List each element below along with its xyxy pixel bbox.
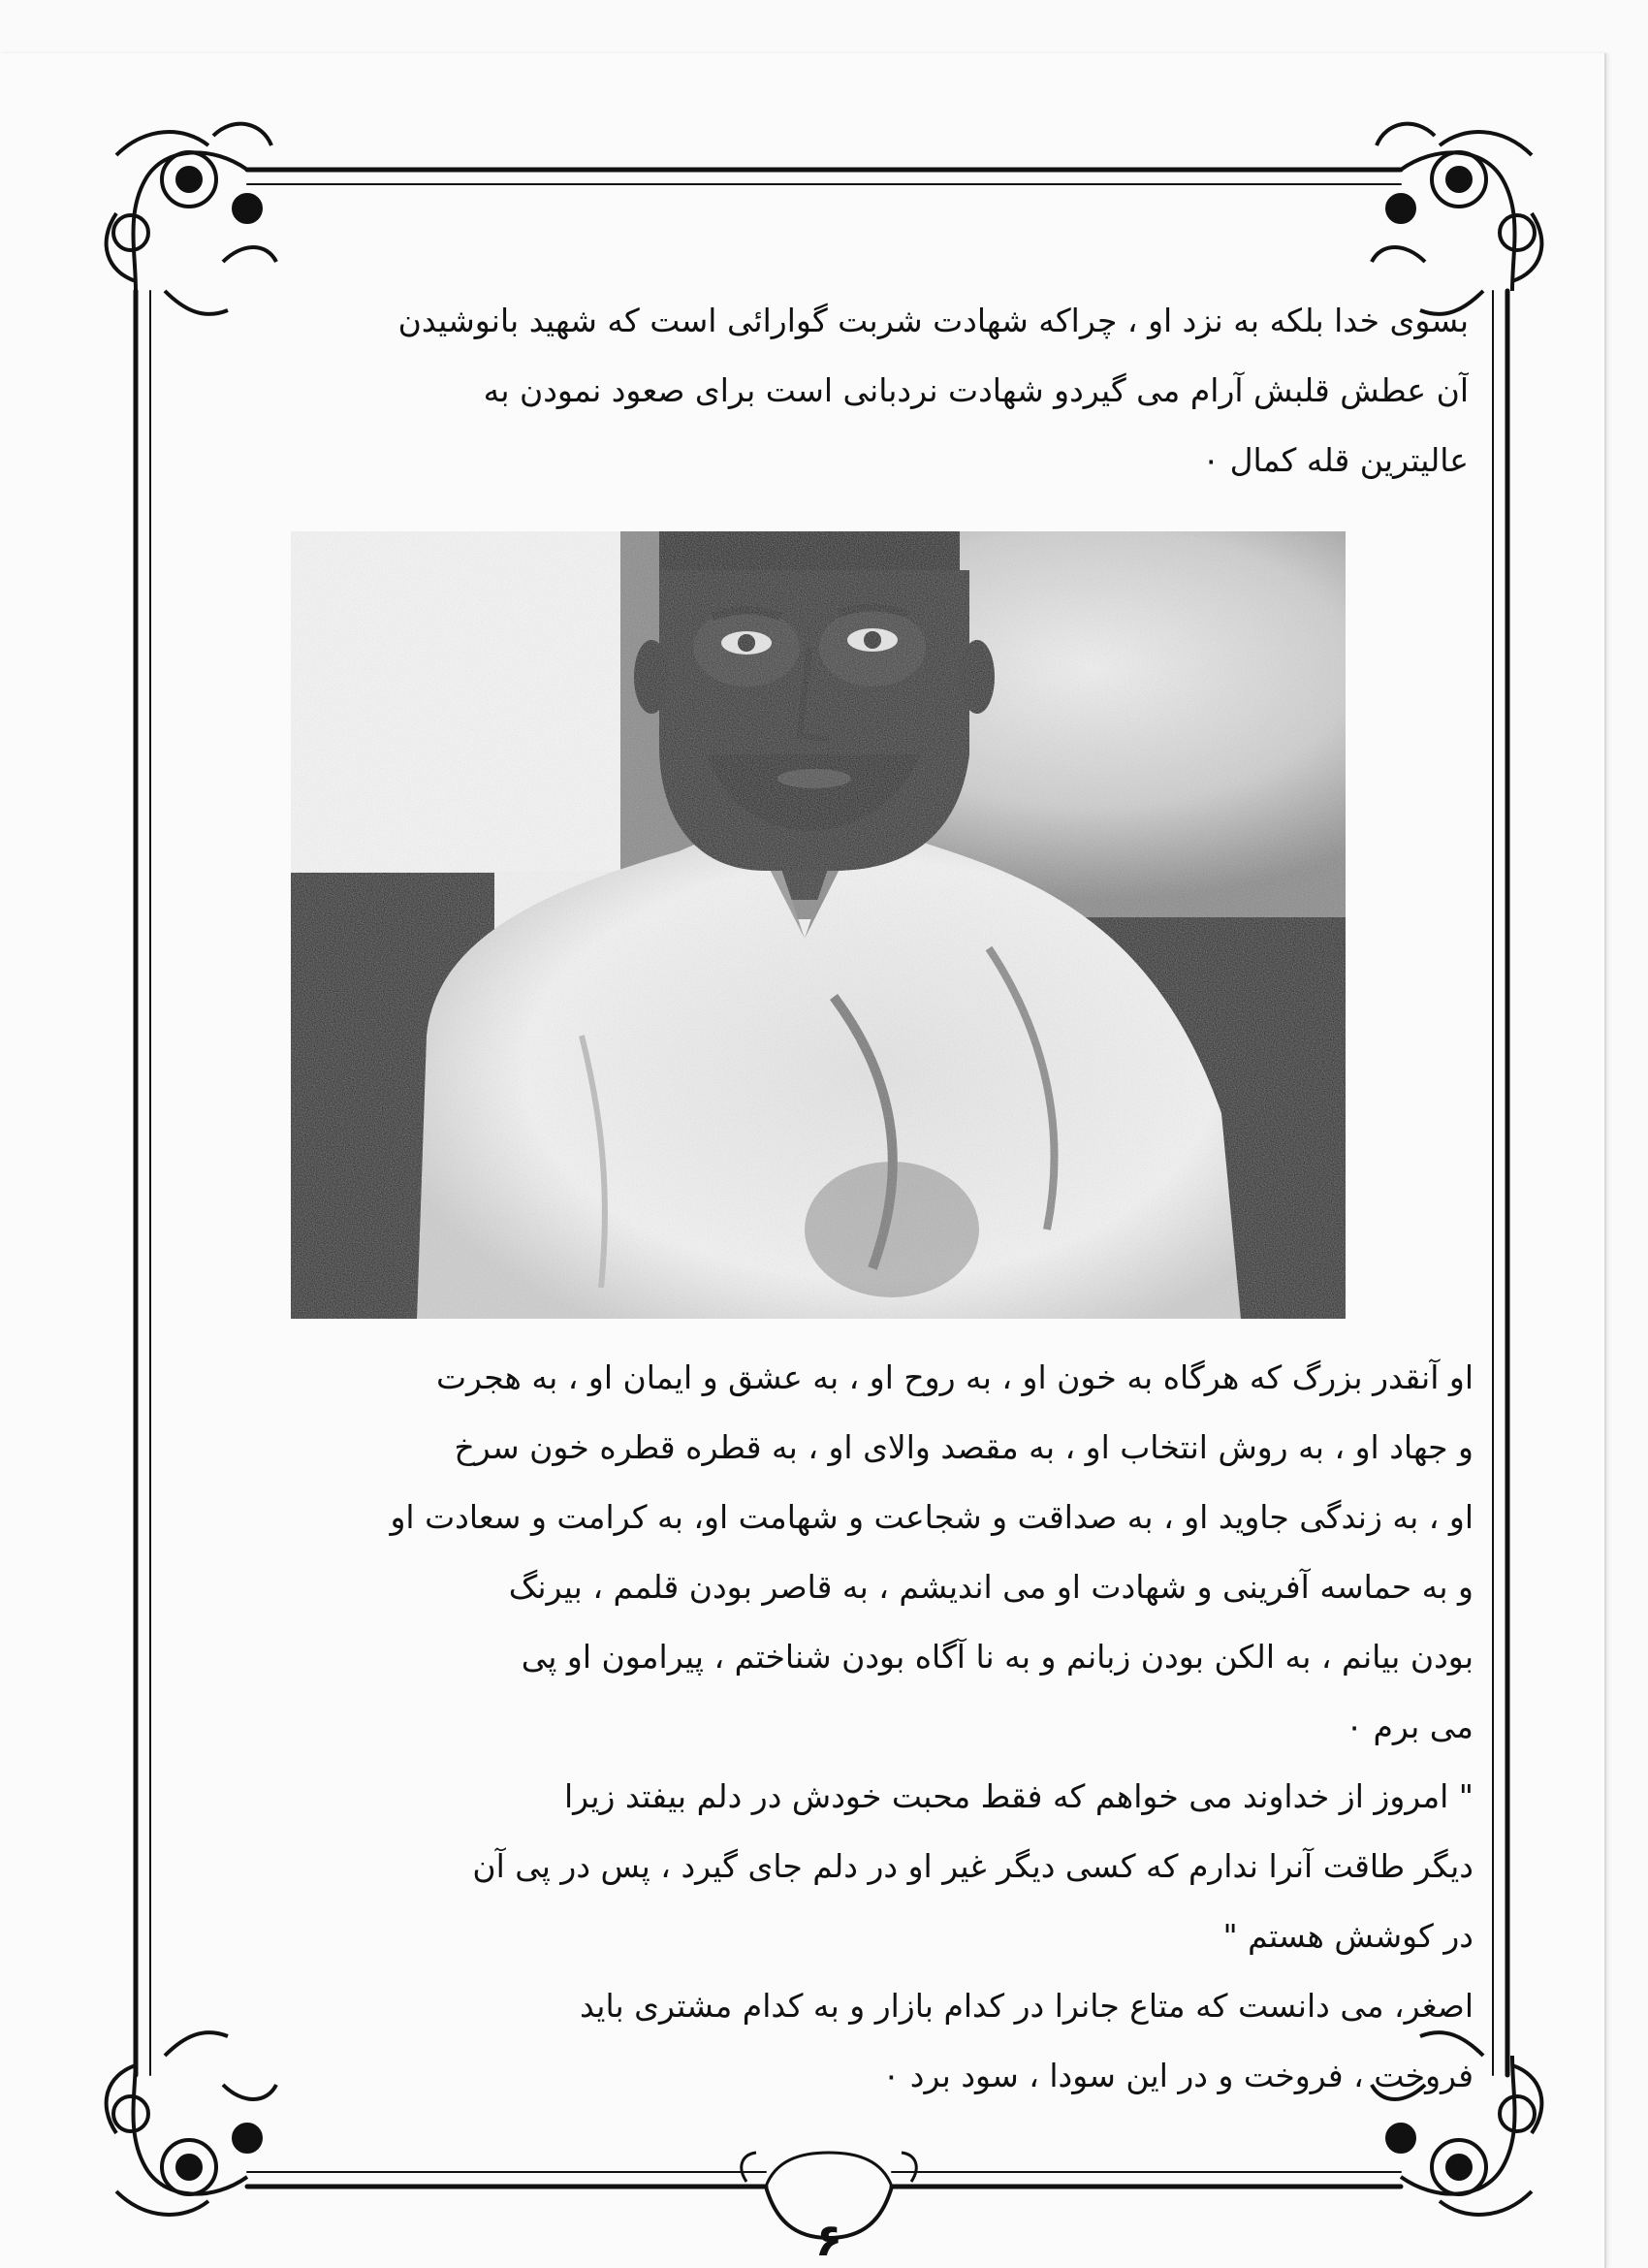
page-number: ۶ bbox=[814, 2214, 843, 2266]
text-line: و جهاد او ، به روش انتخاب او ، به مقصد والای او ، به قطره قطره خون سرخ bbox=[454, 1428, 1474, 1466]
text-line: دیگر طاقت آنرا ندارم که کسی دیگر غیر او در دلم جای گیرد ، پس در پی آن bbox=[472, 1847, 1474, 1885]
text-line: او ، به زندگی جاوید او ، به صداقت و شجاعت و شهامت او، به کرامت و سعادت او bbox=[390, 1498, 1474, 1536]
text-line: اصغر، می دانست که متاع جانرا در کدام بازار و به کدام مشتری باید bbox=[579, 1987, 1474, 2025]
text-line: بودن بیانم ، به الکن بودن زبانم و به نا آگاه بودن شناختم ، پیرامون او پی bbox=[521, 1638, 1474, 1676]
text-line: و به حماسه آفرینی و شهادت او می اندیشم ، به قاصر بودن قلمم ، بیرنگ bbox=[508, 1568, 1474, 1606]
text-line: آن عطش قلبش آرام می گیردو شهادت نردبانی است برای صعود نمودن به bbox=[483, 371, 1469, 409]
text-line: عالیترین قله کمال ٠ bbox=[1202, 441, 1469, 479]
top-paragraph bbox=[174, 286, 1469, 495]
text-line: بسوی خدا بلکه به نزد او ، چراکه شهادت شربت گوارائی است که شهید بانوشیدن bbox=[397, 302, 1469, 339]
text-line: " امروز از خداوند می خواهم که فقط محبت خودش در دلم بیفتد زیرا bbox=[564, 1777, 1474, 1815]
text-line: در کوشش هستم " bbox=[1222, 1917, 1474, 1955]
portrait-photo bbox=[291, 531, 1346, 1319]
text-line: فروخت ، فروخت و در این سودا ، سود برد ٠ bbox=[882, 2057, 1474, 2094]
bottom-paragraph bbox=[174, 1343, 1474, 2111]
text-line: او آنقدر بزرگ که هرگاه به خون او ، به روح او ، به عشق و ایمان او ، به هجرت bbox=[435, 1358, 1474, 1396]
text-line: می برم ٠ bbox=[1346, 1708, 1474, 1745]
